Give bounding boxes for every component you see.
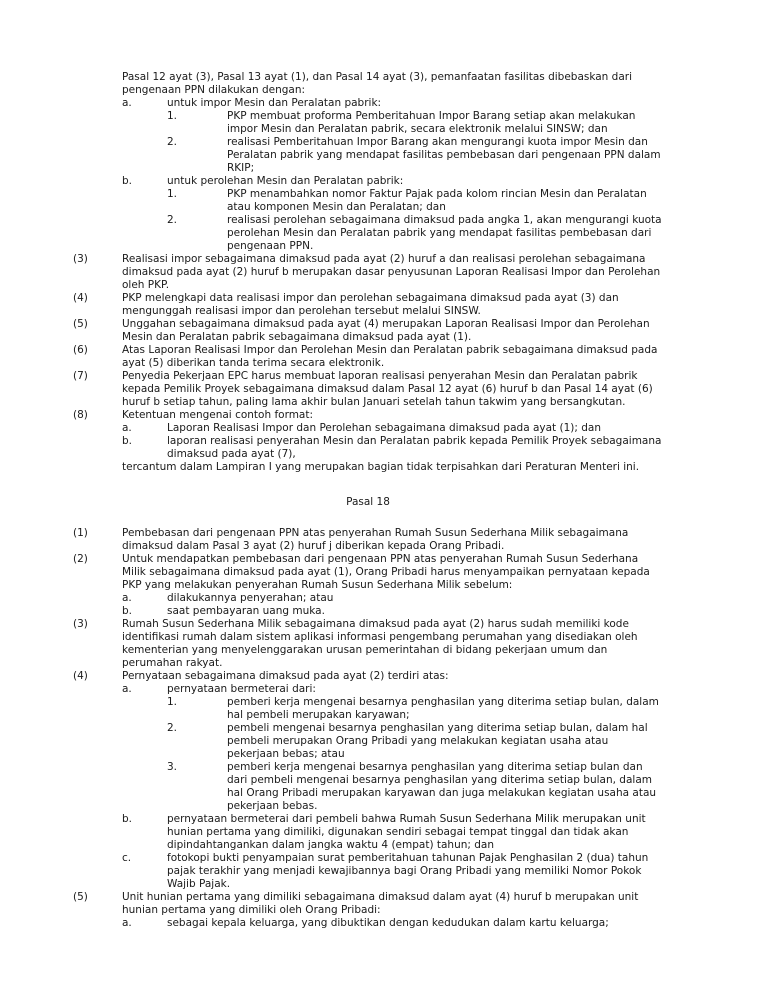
line-text: saat pembayaran uang muka. (167, 605, 325, 617)
line-text: realisasi perolehan sebagaimana dimaksud pada angka 1, akan mengurangi kuota perolehan Mesin dan Peralatan pabrik yang mendapat fasilitas pembebasan dari pengenaan PPN. (227, 214, 662, 252)
document-line (167, 722, 663, 761)
line-label: 1. (167, 696, 178, 708)
document-line (167, 761, 663, 813)
document-line (73, 891, 663, 917)
line-text: sebagai kepala keluarga, yang dibuktikan dengan kedudukan dalam kartu keluarga; (167, 917, 609, 929)
line-text: tercantum dalam Lampiran I yang merupakan bagian tidak terpisahkan dari Peraturan Menteri ini. (122, 461, 640, 473)
document-line (73, 370, 663, 409)
line-text: Pernyataan sebagaimana dimaksud pada ayat (2) terdiri atas: (122, 670, 449, 682)
document-line (122, 592, 663, 605)
line-text: pernyataan bermeterai dari pembeli bahwa Rumah Susun Sederhana Milik merupakan unit hunian pertama yang dimiliki, digunakan sendiri sebagai tempat tinggal dan tidak akan dipindahtangankan dalam jangka waktu 4 (empat) tahun; dan (167, 813, 646, 851)
line-text: pemberi kerja mengenai besarnya penghasilan yang diterima setiap bulan, dalam hal pembeli merupakan karyawan; (227, 696, 659, 721)
line-label: (4) (73, 292, 88, 304)
line-label: (5) (73, 891, 88, 903)
line-label: (2) (73, 553, 88, 565)
line-text: Untuk mendapatkan pembebasan dari pengenaan PPN atas penyerahan Rumah Susun Sederhana Milik sebagaimana dimaksud pada ayat (1), Orang Pribadi harus menyampaikan pernyataan kepada PKP yang melakukan penyerahan Rumah Susun Sederhana Milik sebelum: (122, 553, 650, 591)
document-line (167, 214, 663, 253)
line-label: (6) (73, 344, 88, 356)
line-label: b. (122, 605, 133, 617)
line-text: Realisasi impor sebagaimana dimaksud pada ayat (2) huruf a dan realisasi perolehan sebagaimana dimaksud pada ayat (2) huruf b merupakan dasar penyusunan Laporan Realisasi Impor dan Perolehan oleh PKP. (122, 253, 661, 291)
document-line (73, 527, 663, 553)
line-text: realisasi Pemberitahuan Impor Barang akan mengurangi kuota impor Mesin dan Peralatan pabrik yang mendapat fasilitas pembebasan dari pengenaan PPN dalam RKIP; (227, 136, 661, 174)
line-text: pernyataan bermeterai dari: (167, 683, 316, 695)
line-label: (3) (73, 253, 88, 265)
document-line (73, 71, 663, 97)
document-line (167, 188, 663, 214)
line-text: Atas Laporan Realisasi Impor dan Perolehan Mesin dan Peralatan pabrik sebagaimana dimaksud pada ayat (5) diberikan tanda terima secara elektronik. (122, 344, 658, 369)
line-label: a. (122, 422, 132, 434)
line-label: 3. (167, 761, 178, 773)
document-line (122, 917, 663, 930)
line-text: fotokopi bukti penyampaian surat pemberitahuan tahunan Pajak Penghasilan 2 (dua) tahun pajak terakhir yang menjadi kewajibannya bagi Orang Pribadi yang memiliki Nomor Pokok Wajib Pajak. (167, 852, 649, 890)
document-line (73, 318, 663, 344)
line-text: Unggahan sebagaimana dimaksud pada ayat (4) merupakan Laporan Realisasi Impor dan Perolehan Mesin dan Peralatan pabrik sebagaimana dimaksud pada ayat (1). (122, 318, 650, 343)
line-text: dilakukannya penyerahan; atau (167, 592, 334, 604)
line-label: (1) (73, 527, 88, 539)
document-line (122, 813, 663, 852)
line-label: b. (122, 175, 133, 187)
line-label: (7) (73, 370, 88, 382)
document-line (122, 422, 663, 435)
document-line (73, 670, 663, 683)
document-line (73, 409, 663, 422)
line-text: Pasal 12 ayat (3), Pasal 13 ayat (1), dan Pasal 14 ayat (3), pemanfaatan fasilitas dibebaskan dari pengenaan PPN dilakukan dengan: (122, 71, 633, 96)
line-label: 2. (167, 722, 178, 734)
line-label: c. (122, 852, 132, 864)
line-label: a. (122, 97, 132, 109)
document-line (167, 110, 663, 136)
line-label: (3) (73, 618, 88, 630)
document-line (73, 253, 663, 292)
line-label: b. (122, 435, 133, 447)
line-label: (5) (73, 318, 88, 330)
document-line (73, 618, 663, 670)
line-text: untuk impor Mesin dan Peralatan pabrik: (167, 97, 382, 109)
line-text: Pembebasan dari pengenaan PPN atas penyerahan Rumah Susun Sederhana Milik sebagaimana dimaksud dalam Pasal 3 ayat (2) huruf j diberikan kepada Orang Pribadi. (122, 527, 629, 552)
document-line (122, 175, 663, 188)
section-heading: Pasal 18 (346, 496, 390, 508)
document-line (122, 683, 663, 696)
line-text: Unit hunian pertama yang dimiliki sebagaimana dimaksud dalam ayat (4) huruf b merupakan unit hunian pertama yang dimiliki oleh Orang Pribadi: (122, 891, 639, 916)
document-line (167, 696, 663, 722)
line-text: pembeli mengenai besarnya penghasilan yang diterima setiap bulan, dalam hal pembeli merupakan Orang Pribadi yang melakukan kegiatan usaha atau pekerjaan bebas; atau (227, 722, 648, 760)
line-label (73, 71, 122, 97)
document-line (122, 97, 663, 110)
document-line (73, 344, 663, 370)
line-text: Laporan Realisasi Impor dan Perolehan sebagaimana dimaksud pada ayat (1); dan (167, 422, 602, 434)
line-label: (8) (73, 409, 88, 421)
line-label: 2. (167, 214, 178, 226)
document-content (73, 71, 663, 930)
line-label: 1. (167, 110, 178, 122)
document-line (167, 136, 663, 175)
line-text: pemberi kerja mengenai besarnya penghasilan yang diterima setiap bulan dan dari pembeli mengenai besarnya penghasilan yang diterima setiap bulan, dalam hal Orang Pribadi merupakan karyawan dan juga melakukan kegiatan usaha atau pekerjaan bebas. (227, 761, 657, 812)
line-label: b. (122, 813, 133, 825)
line-label: (4) (73, 670, 88, 682)
line-text: Penyedia Pekerjaan EPC harus membuat laporan realisasi penyerahan Mesin dan Peralatan pabrik kepada Pemilik Proyek sebagaimana dimaksud dalam Pasal 12 ayat (6) huruf b dan Pasal 14 ayat (6) huruf b setiap tahun, paling lama akhir bulan Januari setelah tahun takwim yang bersangkutan. (122, 370, 653, 408)
line-text: untuk perolehan Mesin dan Peralatan pabrik: (167, 175, 404, 187)
line-text: Rumah Susun Sederhana Milik sebagaimana dimaksud pada ayat (2) harus sudah memiliki kode identifikasi rumah dalam sistem aplikasi informasi pengembang perumahan yang disediakan oleh kementerian yang menyelenggarakan urusan pemerintahan di bidang pekerjaan umum dan perumahan rakyat. (122, 618, 638, 669)
line-label: a. (122, 592, 132, 604)
line-label: 2. (167, 136, 178, 148)
line-label (73, 461, 122, 474)
line-label: a. (122, 683, 132, 695)
document-line (73, 292, 663, 318)
line-text: laporan realisasi penyerahan Mesin dan Peralatan pabrik kepada Pemilik Proyek sebagaimana dimaksud pada ayat (7), (167, 435, 662, 460)
document-line (73, 553, 663, 592)
document-line (122, 435, 663, 461)
document-line (73, 461, 663, 474)
line-text: PKP membuat proforma Pemberitahuan Impor Barang setiap akan melakukan impor Mesin dan Peralatan pabrik, secara elektronik melalui SINSW; dan (227, 110, 636, 135)
line-label: a. (122, 917, 132, 929)
document-line (122, 852, 663, 891)
line-text: PKP melengkapi data realisasi impor dan perolehan sebagaimana dimaksud pada ayat (3) dan mengunggah realisasi impor dan perolehan tersebut melalui SINSW. (122, 292, 619, 317)
line-text: PKP menambahkan nomor Faktur Pajak pada kolom rincian Mesin dan Peralatan atau komponen Mesin dan Peralatan; dan (227, 188, 647, 213)
document-line (122, 605, 663, 618)
line-label: 1. (167, 188, 178, 200)
line-text: Ketentuan mengenai contoh format: (122, 409, 314, 421)
